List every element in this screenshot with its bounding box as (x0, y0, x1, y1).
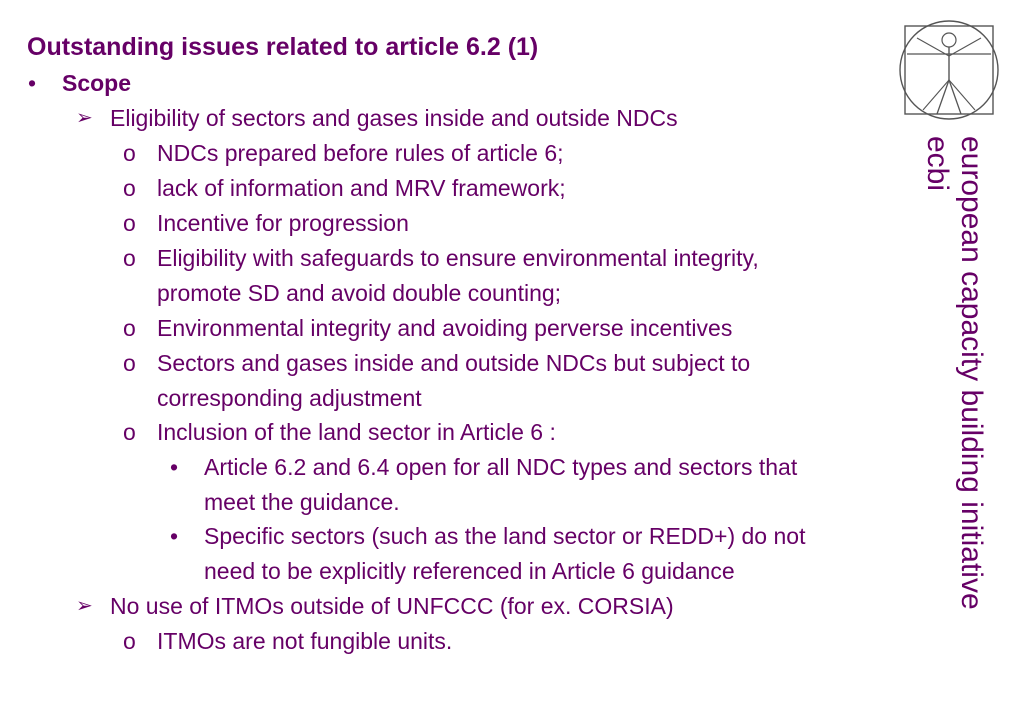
list-item: Sectors and gases inside and outside NDCs but subject to (157, 350, 751, 376)
circle-bullet: o (123, 315, 136, 341)
heading-bullet: • (28, 70, 37, 96)
brand-vertical-text (918, 136, 988, 646)
circle-bullet: o (123, 140, 136, 166)
circle-bullet: o (123, 210, 136, 236)
vitruvian-man-icon (897, 18, 1001, 122)
list-item: ITMOs are not fungible units. (157, 628, 453, 654)
list-item: Incentive for progression (157, 210, 409, 236)
list-item: Inclusion of the land sector in Article 6 : (157, 419, 556, 445)
circle-bullet: o (123, 175, 136, 201)
list-item: Specific sectors (such as the land sector or REDD+) do not (204, 523, 806, 549)
list-item: Environmental integrity and avoiding perverse incentives (157, 315, 733, 341)
list-item-continuation: promote SD and avoid double counting; (157, 280, 562, 306)
list-item-continuation: corresponding adjustment (157, 385, 422, 411)
circle-bullet: o (123, 628, 136, 654)
dot-bullet: • (170, 454, 179, 480)
circle-bullet: o (123, 419, 136, 445)
brand-text-block (920, 136, 988, 610)
brand-acronym: ecbi (921, 136, 954, 192)
list-item-continuation: need to be explicitly referenced in Article 6 guidance (204, 558, 735, 584)
arrow-bullet-icon: ➢ (76, 595, 93, 617)
circle-bullet: o (123, 350, 136, 376)
list-item: NDCs prepared before rules of article 6; (157, 140, 564, 166)
list-item-continuation: meet the guidance. (204, 489, 400, 515)
dot-bullet: • (170, 523, 179, 549)
list-item: lack of information and MRV framework; (157, 175, 566, 201)
list-item: Eligibility with safeguards to ensure environmental integrity, (157, 245, 759, 271)
scope-heading: Scope (62, 70, 132, 96)
list-item: No use of ITMOs outside of UNFCCC (for ex. CORSIA) (110, 593, 674, 619)
arrow-bullet-icon: ➢ (76, 107, 93, 129)
brand-name: european capacity building initiative (955, 136, 988, 610)
list-item: Eligibility of sectors and gases inside and outside NDCs (110, 105, 678, 131)
circle-bullet: o (123, 245, 136, 271)
list-item: Article 6.2 and 6.4 open for all NDC types and sectors that (204, 454, 798, 480)
slide-title: Outstanding issues related to article 6.2 (1) (27, 33, 539, 61)
